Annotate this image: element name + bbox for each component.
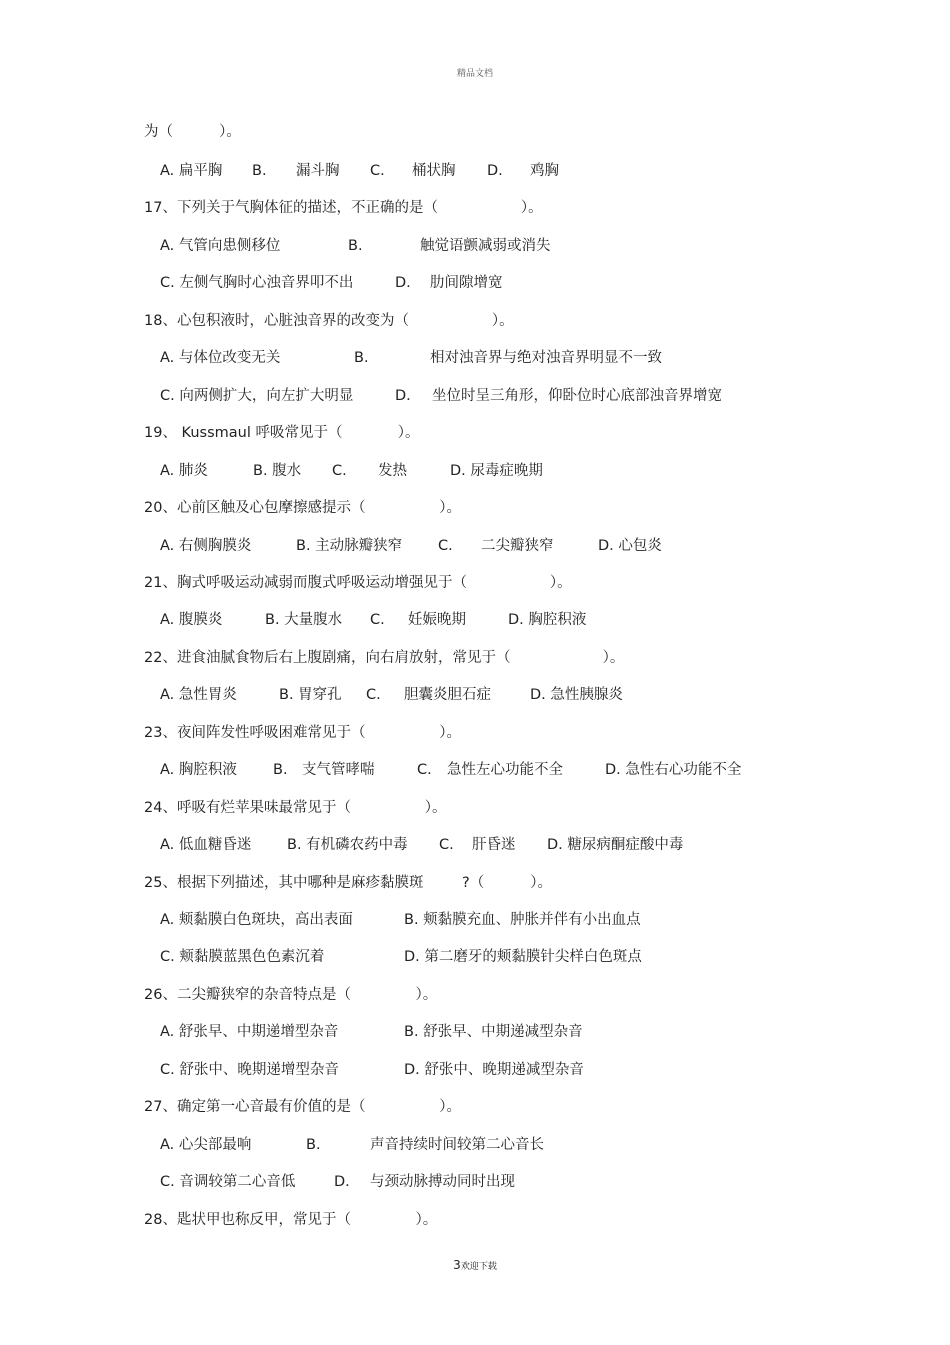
text-line bbox=[0, 834, 950, 856]
text-line bbox=[0, 1059, 950, 1081]
line-lead-text: 25、根据下列描述，其中哪种是麻疹黏膜斑 bbox=[144, 875, 424, 891]
line-lead-text: 22、进食油腻食物后右上腹剧痛，向右肩放射，常见于（ ）。 bbox=[144, 650, 625, 666]
text-line bbox=[0, 946, 950, 968]
text-line bbox=[0, 984, 950, 1006]
line-lead-text: A. 扁平胸 bbox=[160, 163, 223, 179]
line-lead-text: A. 急性胃炎 bbox=[160, 687, 237, 703]
text-line bbox=[0, 235, 950, 257]
option-text: D. 尿毒症晚期 bbox=[450, 463, 543, 479]
option-text: C. bbox=[370, 163, 385, 179]
option-text: B. 胃穿孔 bbox=[279, 687, 342, 703]
option-text: B. 主动脉瓣狭窄 bbox=[296, 538, 403, 554]
option-text: B. 大量腹水 bbox=[265, 612, 343, 628]
option-text: B. bbox=[306, 1137, 321, 1153]
option-text: 声音持续时间较第二心音长 bbox=[370, 1137, 544, 1153]
option-text: B. 腹水 bbox=[253, 463, 302, 479]
line-lead-text: A. 肺炎 bbox=[160, 463, 208, 479]
text-line bbox=[0, 121, 950, 143]
line-lead-text: 23、夜间阵发性呼吸困难常见于（ ）。 bbox=[144, 725, 461, 741]
line-lead-text: C. 颊黏膜蓝黑色色素沉着 bbox=[160, 949, 325, 965]
option-text: 妊娠晚期 bbox=[408, 612, 466, 628]
line-lead-text: 20、心前区触及心包摩擦感提示（ ）。 bbox=[144, 500, 461, 516]
option-text: 鸡胸 bbox=[530, 163, 559, 179]
line-lead-text: 28、匙状甲也称反甲，常见于（ ）。 bbox=[144, 1212, 438, 1228]
line-lead-text: 18、心包积液时，心脏浊音界的改变为（ ）。 bbox=[144, 313, 514, 329]
text-line bbox=[0, 1209, 950, 1231]
line-lead-text: A. 心尖部最响 bbox=[160, 1137, 252, 1153]
footer-label: 欢迎下载 bbox=[460, 1262, 497, 1272]
option-text: D. bbox=[395, 275, 411, 291]
line-lead-text: A. 气管向患侧移位 bbox=[160, 238, 281, 254]
text-line bbox=[0, 909, 950, 931]
option-text: B. bbox=[348, 238, 363, 254]
text-line bbox=[0, 1021, 950, 1043]
option-text: D. 急性胰腺炎 bbox=[530, 687, 623, 703]
option-text: 肝昏迷 bbox=[472, 837, 516, 853]
line-lead-text: C. 音调较第二心音低 bbox=[160, 1174, 296, 1190]
line-lead-text: 为（ ）。 bbox=[144, 124, 241, 140]
option-text: 肋间隙增宽 bbox=[430, 275, 503, 291]
text-line bbox=[0, 1171, 950, 1193]
text-line bbox=[0, 197, 950, 219]
text-line bbox=[0, 1096, 950, 1118]
text-line bbox=[0, 1134, 950, 1156]
text-line bbox=[0, 759, 950, 781]
option-text: B. bbox=[273, 762, 288, 778]
line-lead-text: A. 舒张早、中期递增型杂音 bbox=[160, 1024, 339, 1040]
line-lead-text: A. 右侧胸膜炎 bbox=[160, 538, 252, 554]
text-line bbox=[0, 535, 950, 557]
option-text: C. bbox=[332, 463, 347, 479]
option-text: C. bbox=[438, 538, 453, 554]
line-lead-text: C. 向两侧扩大，向左扩大明显 bbox=[160, 388, 354, 404]
text-line bbox=[0, 422, 950, 444]
text-line bbox=[0, 385, 950, 407]
option-text: C. bbox=[370, 612, 385, 628]
option-text: D. bbox=[334, 1174, 350, 1190]
page-header: 精品文档 bbox=[456, 69, 493, 79]
page-footer bbox=[0, 1258, 950, 1272]
option-text: C. bbox=[417, 762, 432, 778]
option-text: C. bbox=[439, 837, 454, 853]
text-line bbox=[0, 347, 950, 369]
text-line bbox=[0, 609, 950, 631]
text-line bbox=[0, 497, 950, 519]
option-text: D. bbox=[395, 388, 411, 404]
text-line bbox=[0, 722, 950, 744]
option-text: D. 心包炎 bbox=[598, 538, 662, 554]
text-line bbox=[0, 647, 950, 669]
option-text: B. 舒张早、中期递减型杂音 bbox=[404, 1024, 583, 1040]
option-text: D. 胸腔积液 bbox=[508, 612, 587, 628]
line-lead-text: C. 左侧气胸时心浊音界叩不出 bbox=[160, 275, 354, 291]
text-line bbox=[0, 797, 950, 819]
option-text: B. 颊黏膜充血、肿胀并伴有小出血点 bbox=[404, 912, 641, 928]
line-lead-text: 17、下列关于气胸体征的描述，不正确的是（ ）。 bbox=[144, 200, 543, 216]
option-text: B. 有机磷农药中毒 bbox=[287, 837, 408, 853]
option-text: B. bbox=[252, 163, 267, 179]
page-number: 3 bbox=[453, 1258, 461, 1272]
line-lead-text: A. 胸腔积液 bbox=[160, 762, 237, 778]
option-text: 发热 bbox=[378, 463, 407, 479]
option-text: D. 糖尿病酮症酸中毒 bbox=[547, 837, 684, 853]
text-line bbox=[0, 310, 950, 332]
text-line bbox=[0, 272, 950, 294]
line-lead-text: A. 腹膜炎 bbox=[160, 612, 223, 628]
text-line bbox=[0, 684, 950, 706]
line-lead-text: 27、确定第一心音最有价值的是（ ）。 bbox=[144, 1099, 461, 1115]
text-line bbox=[0, 460, 950, 482]
option-text: 桶状胸 bbox=[412, 163, 456, 179]
option-text: B. bbox=[354, 350, 369, 366]
option-text: D. 舒张中、晚期递减型杂音 bbox=[404, 1062, 584, 1078]
line-lead-text: 24、呼吸有烂苹果味最常见于（ ）。 bbox=[144, 800, 447, 816]
line-lead-text: 21、胸式呼吸运动减弱而腹式呼吸运动增强见于（ ）。 bbox=[144, 575, 572, 591]
option-text: C. bbox=[366, 687, 381, 703]
line-lead-text: A. 颊黏膜白色斑块，高出表面 bbox=[160, 912, 353, 928]
option-text: 触觉语颤减弱或消失 bbox=[420, 238, 551, 254]
text-line bbox=[0, 572, 950, 594]
option-text: 漏斗胸 bbox=[296, 163, 340, 179]
line-lead-text: 26、二尖瓣狭窄的杂音特点是（ ）。 bbox=[144, 987, 438, 1003]
option-text: 支气管哮喘 bbox=[302, 762, 375, 778]
option-text: 二尖瓣狭窄 bbox=[481, 538, 554, 554]
text-line bbox=[0, 872, 950, 894]
line-lead-text: A. 与体位改变无关 bbox=[160, 350, 281, 366]
text-line bbox=[0, 160, 950, 182]
option-text: 胆囊炎胆石症 bbox=[404, 687, 491, 703]
option-text: 急性左心功能不全 bbox=[447, 762, 563, 778]
option-text: ?（ ）。 bbox=[462, 875, 553, 891]
line-lead-text: 19、 Kussmaul 呼吸常见于（ ）。 bbox=[144, 425, 420, 441]
option-text: 相对浊音界与绝对浊音界明显不一致 bbox=[430, 350, 662, 366]
option-text: D. bbox=[487, 163, 503, 179]
option-text: 与颈动脉搏动同时出现 bbox=[370, 1174, 515, 1190]
option-text: D. 第二磨牙的颊黏膜针尖样白色斑点 bbox=[404, 949, 642, 965]
option-text: 坐位时呈三角形，仰卧位时心底部浊音界增宽 bbox=[432, 388, 722, 404]
option-text: D. 急性右心功能不全 bbox=[605, 762, 742, 778]
line-lead-text: A. 低血糖昏迷 bbox=[160, 837, 252, 853]
line-lead-text: C. 舒张中、晚期递增型杂音 bbox=[160, 1062, 339, 1078]
